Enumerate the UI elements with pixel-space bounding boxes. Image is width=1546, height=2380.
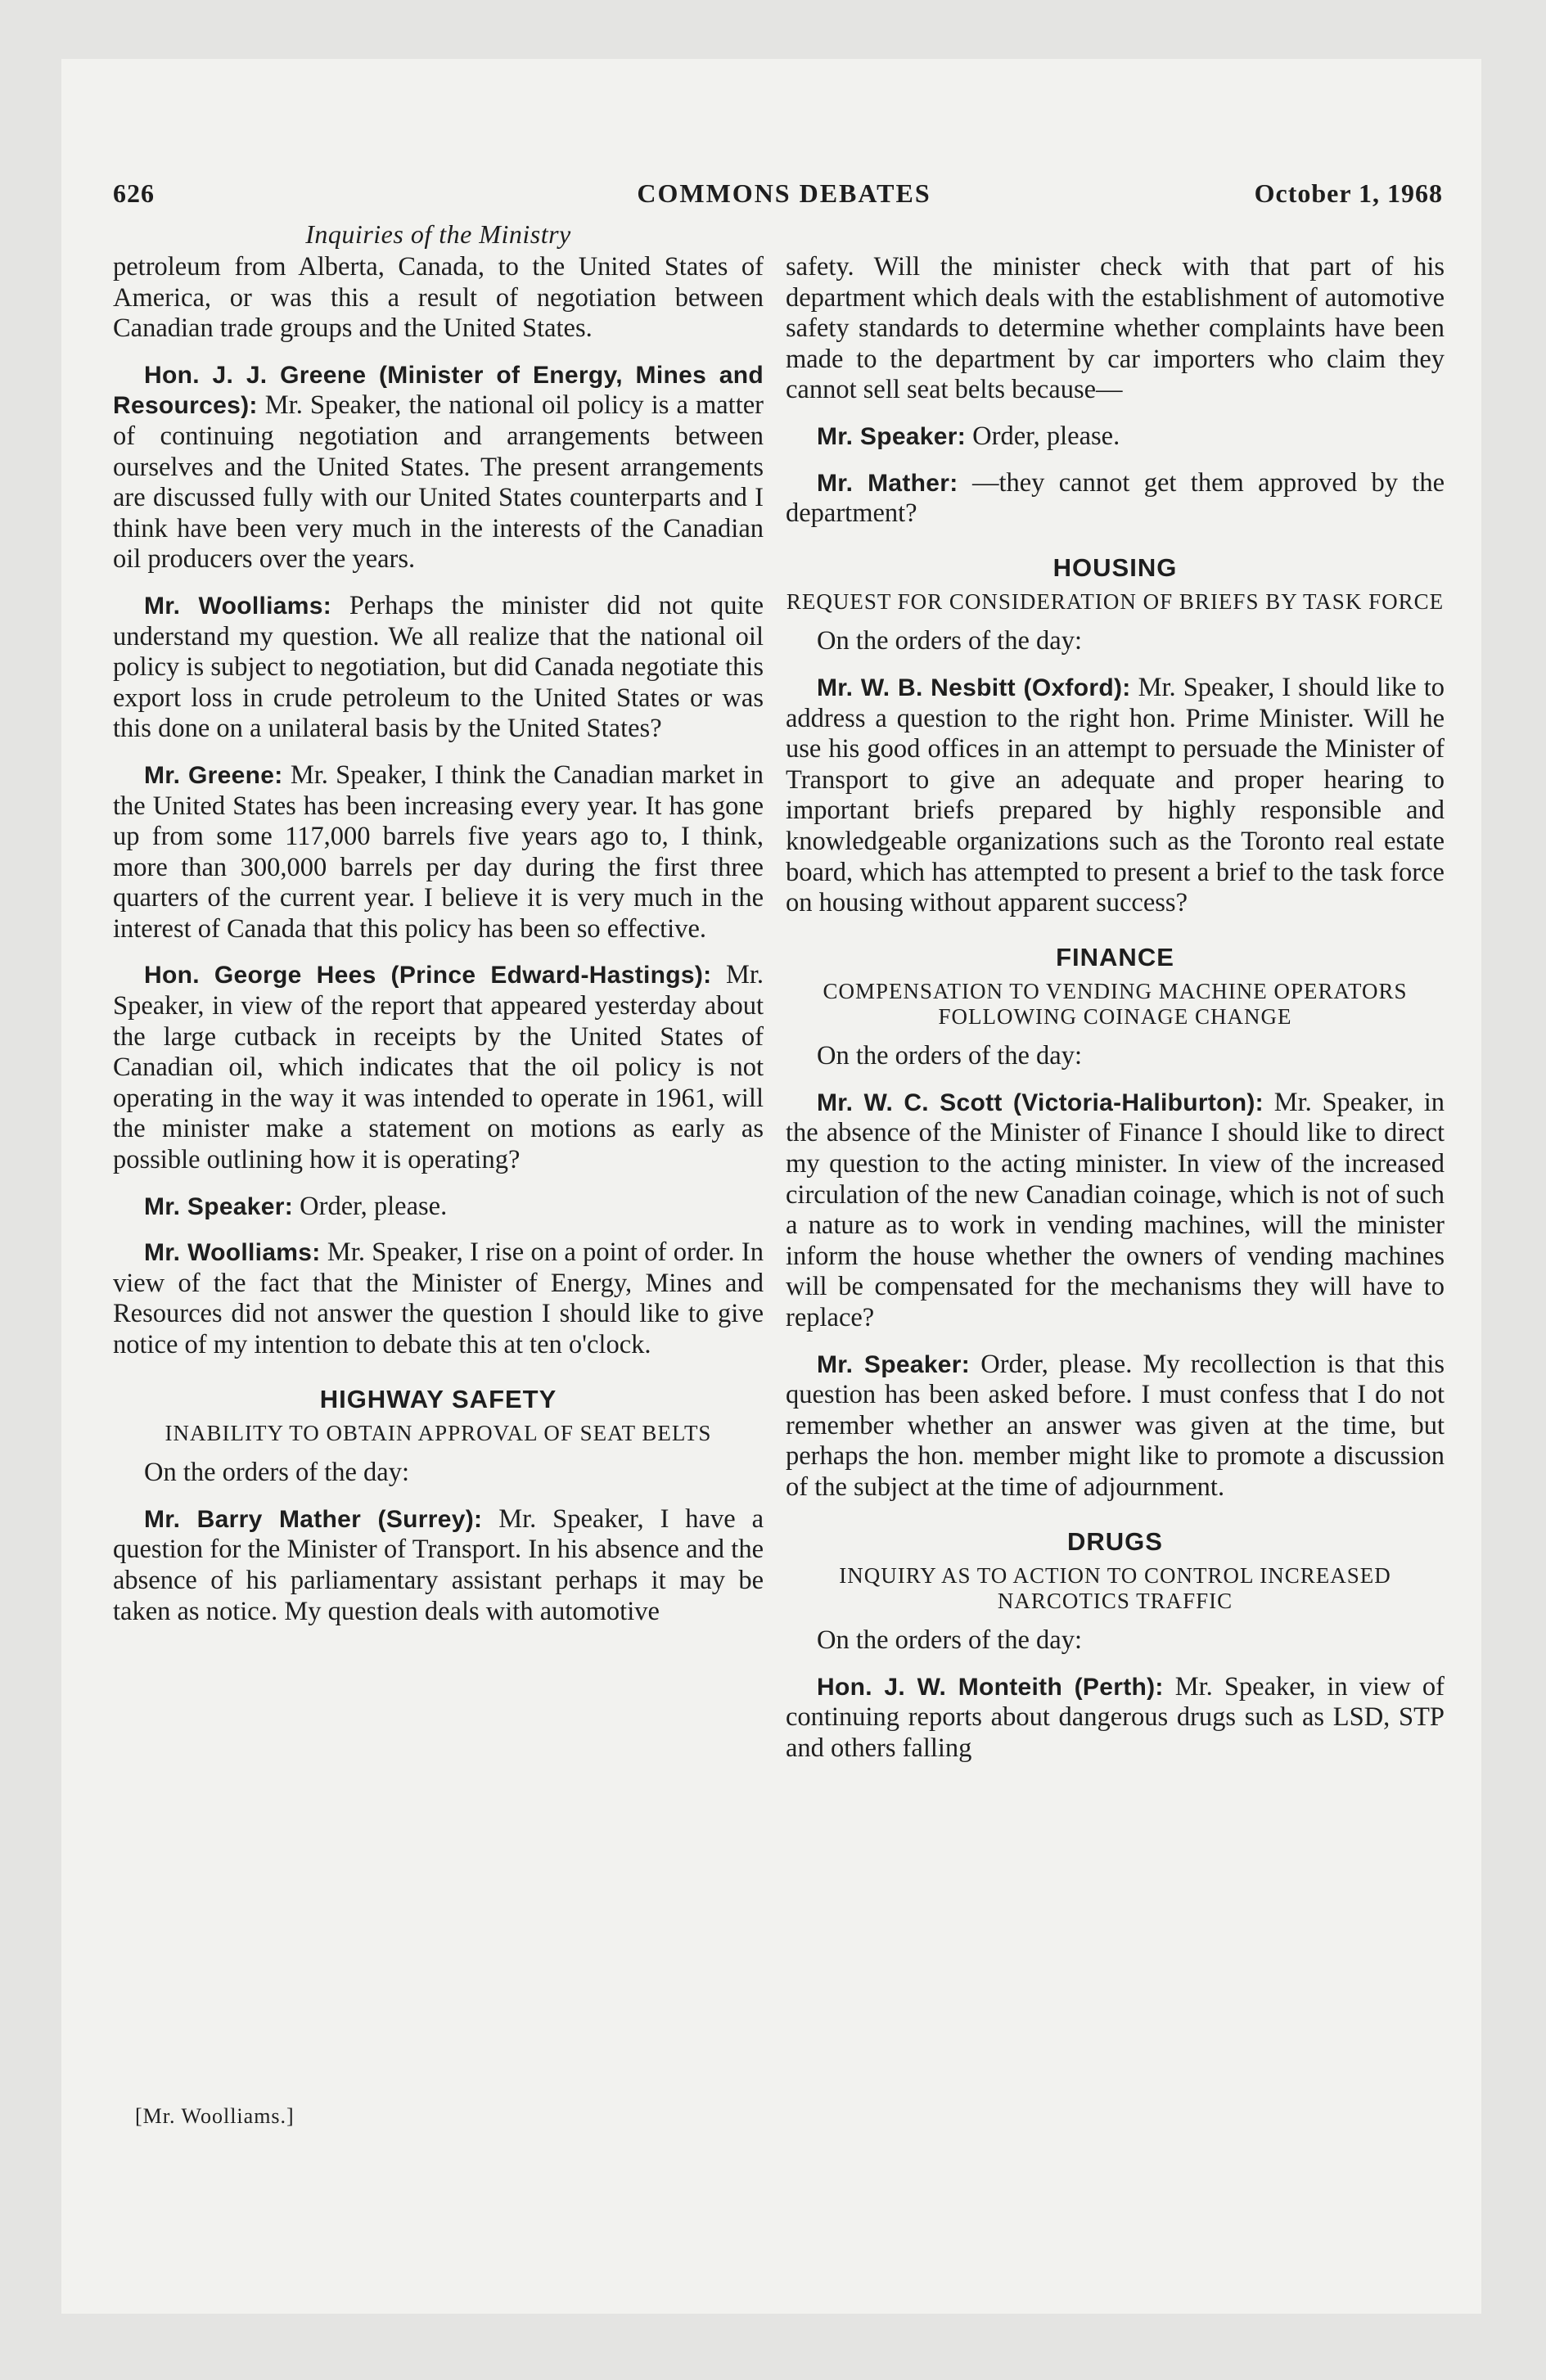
speech-text: Mr. Speaker, in view of the report that appeared yesterday about the large cutback in receipts by the United States of Canadian oil, which indicates that the oil policy is not operating in the way it was intended to operate in 1961, will the minister make a statement on motions as early as possible outlining how it is operating? [113,960,764,1175]
paragraph [113,591,764,745]
speaker-name: Hon. George Hees (Prince Edward-Hastings): [144,962,712,989]
orders-of-day: On the orders of the day: [817,1625,1083,1656]
running-subheader: Inquiries of the Ministry [305,219,571,249]
speech-text: Order, please. My recollection is that this question has been asked before. I must confess that I do not remember whether an answer was given at the time, but perhaps the hon. member might like to promote a discussion of the subject at the time of adjournment. [786,1349,1445,1502]
speaker-name: Mr. W. B. Nesbitt (Oxford): [817,674,1131,701]
paragraph [113,960,764,1175]
paragraph [113,360,764,575]
speaker-name: Mr. Speaker: [144,1192,294,1220]
paragraph [786,421,1445,453]
speaker-name: Mr. Speaker: [817,422,967,450]
speech-text: Mr. Speaker, I have a question for the Minister of Transport. In his absence and the absence of his parliamentary assistant perhaps it may be taken as notice. My question deals with automotive [113,1503,764,1626]
speech-text: —they cannot get them approved by the department? [786,467,1445,529]
paragraph [786,1088,1445,1334]
section-heading: HOUSING [1052,552,1178,582]
speaker-name: Mr. Greene: [144,761,283,789]
speech-text: Mr. Speaker, I think the Canadian market in the United States has been increasing every year. It has gone up from some 117,000 barrels five years ago to, I think, more than 300,000 barrels per day during the first three quarters of the current year. I believe it is very much in the interest of Canada that this policy has been so effective. [113,760,764,944]
section-heading: DRUGS [1067,1526,1163,1556]
speaker-name: Mr. Speaker: [817,1350,971,1378]
paragraph [786,1350,1445,1503]
speaker-name: Mr. W. C. Scott (Victoria-Haliburton): [817,1089,1264,1116]
speech-text: Perhaps the minister did not quite understand my question. We all realize that the national oil policy is subject to negotiation, but did Canada negotiate this export loss in crude petroleum to the United States or was this done on a unilateral basis by the United States? [113,590,764,744]
orders-of-day: On the orders of the day: [144,1458,410,1488]
section-subheading: COMPENSATION TO VENDING MACHINE OPERATORS FOLLOWING COINAGE CHANGE [823,979,1408,1030]
section-subheading: REQUEST FOR CONSIDERATION OF BRIEFS BY TASK FORCE [786,589,1445,615]
section-subheading: INABILITY TO OBTAIN APPROVAL OF SEAT BELTS [165,1421,712,1446]
paragraph [113,760,764,945]
paragraph [786,468,1445,530]
speaker-name: Hon. J. W. Monteith (Perth): [817,1673,1164,1701]
page-header [113,178,1455,214]
speech-text: Order, please. [300,1191,448,1221]
page-footer: [Mr. Woolliams.] [135,2104,295,2128]
paragraph [786,673,1445,919]
left-column [113,252,764,1643]
speech-text: Mr. Speaker, in the absence of the Minister of Finance I should like to direct my question to the acting minister. In view of the increased circulation of the new Canadian coinage, which is not of such a nature as to work in vending machines, will the minister inform the house whether the owners of vending machines will be compensated for the mechanisms they will have to replace? [786,1087,1445,1333]
publication-date: October 1, 1968 [1254,178,1443,208]
speech-text: Mr. Speaker, in view of continuing reports about dangerous drugs such as LSD, STP and others falling [786,1671,1445,1763]
speaker-name: Mr. Mather: [817,469,958,497]
paragraph: safety. Will the minister check with that part of his department which deals with the establishment of automotive safety standards to determine whether complaints have been made to the department by car importers who claim they cannot sell seat belts because— [786,252,1445,405]
paragraph: petroleum from Alberta, Canada, to the United States of America, or was this a result of negotiation between Canadian trade groups and the United States. [113,252,764,344]
speaker-name: Mr. Woolliams: [144,1239,321,1267]
page-number: 626 [113,178,155,208]
speaker-name: Hon. J. J. Greene (Minister of Energy, Mines and Resources): [113,361,764,420]
speaker-name: Mr. Barry Mather (Surrey): [144,1505,483,1533]
speech-text: Mr. Speaker, I rise on a point of order. In view of the fact that the Minister of Energy, Mines and Resources did not answer the question I should like to give notice of my intention to debate this at ten o'clock. [113,1237,764,1359]
speech-text: Mr. Speaker, the national oil policy is a matter of continuing negotiation and arrangements between ourselves and the United States. The present arrangements are discussed fully with our United States counterparts and I think have been very much in the interests of the Canadian oil producers over the years. [113,390,764,575]
speech-text: Order, please. [972,421,1120,451]
orders-of-day: On the orders of the day: [817,1041,1083,1071]
orders-of-day: On the orders of the day: [817,626,1083,656]
paragraph [113,1192,764,1223]
section-subheading: INQUIRY AS TO ACTION TO CONTROL INCREASED NARCOTICS TRAFFIC [839,1563,1391,1614]
publication-title: COMMONS DEBATES [637,178,931,208]
section-heading: FINANCE [1056,942,1174,971]
section-heading: HIGHWAY SAFETY [319,1384,557,1413]
right-column [786,252,1445,1780]
paragraph [113,1504,764,1627]
speech-text: Mr. Speaker, I should like to address a question to the right hon. Prime Minister. Will he use his good offices in an attempt to persuade the Minister of Transport to give an adequate and proper hearing to important briefs prepared by highly responsible and knowledgeable organizations such as the Toronto real estate board, which has attempted to present a brief to the task force on housing without apparent success? [786,672,1445,918]
paragraph [113,1237,764,1360]
speaker-name: Mr. Woolliams: [144,592,332,620]
paragraph [786,1672,1445,1765]
